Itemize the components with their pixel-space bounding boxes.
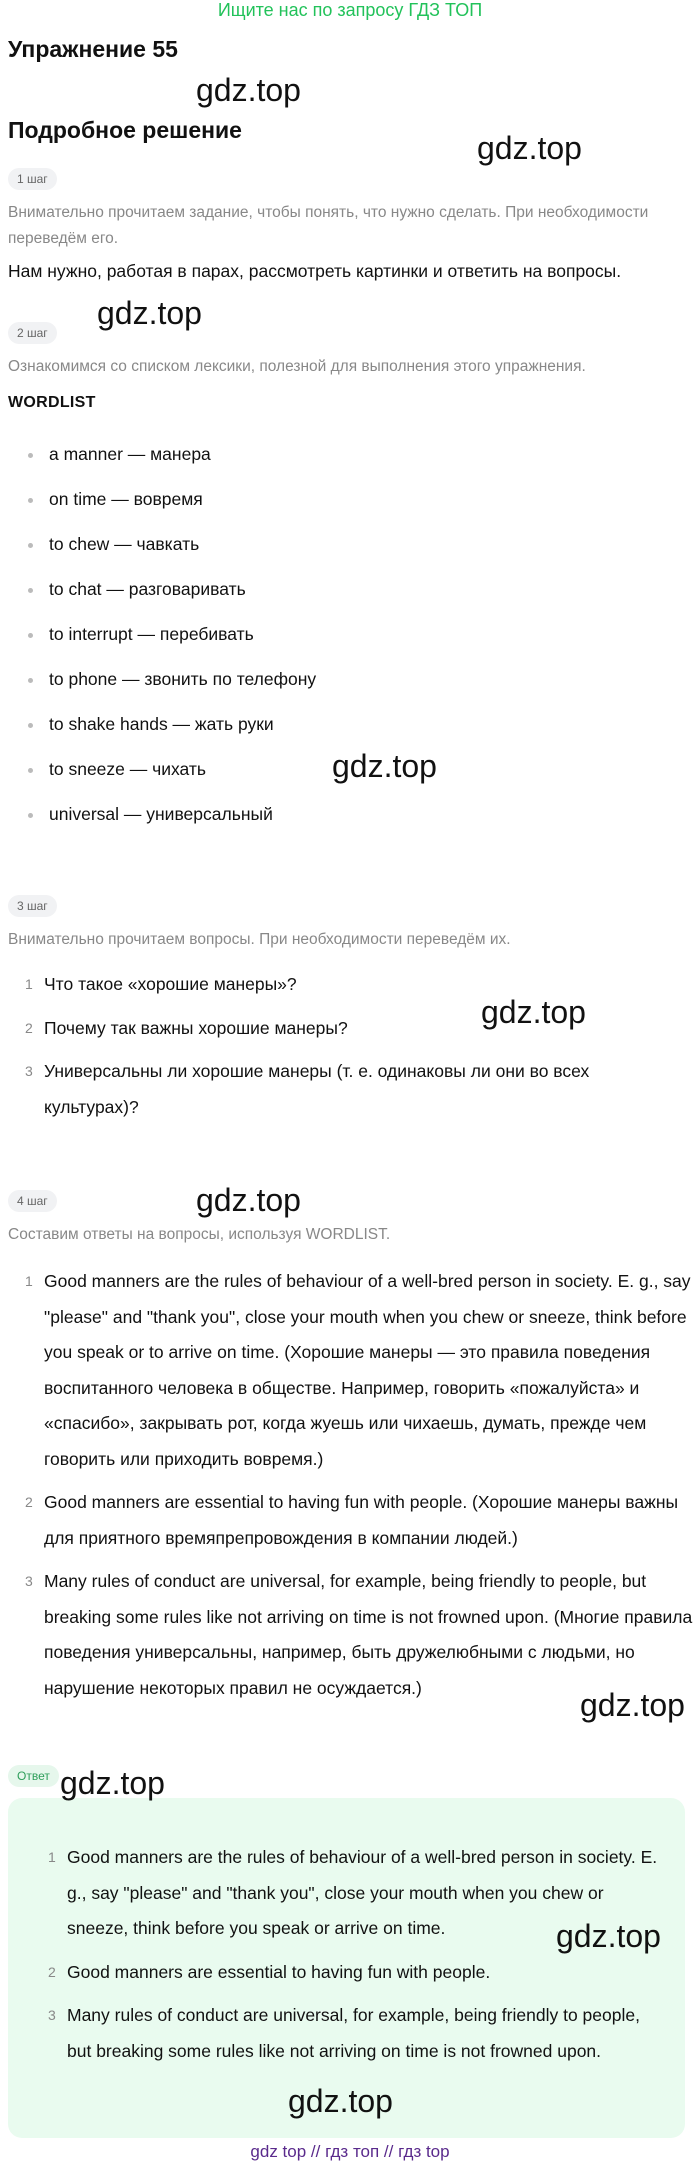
list-item: 3 Many rules of conduct are universal, for example, being friendly to people, but breaking some rules like not arriving on time is not frowned upon.	[67, 1998, 667, 2069]
watermark: gdz.top	[332, 748, 437, 784]
item-number: 2	[25, 1494, 33, 1510]
step-1-text: Нам нужно, работая в парах, рассмотреть картинки и ответить на вопросы.	[8, 261, 622, 281]
wordlist	[22, 440, 316, 845]
watermark: gdz.top	[477, 130, 582, 166]
watermark: gdz.top	[60, 1765, 165, 1801]
list-item: 1 Good manners are the rules of behaviour of a well-bred person in society. E. g., say "please" and "thank you", close your mouth when you chew or sneeze, think before you speak or arrive on time.	[67, 1840, 667, 1947]
list-item: to phone — звонить по телефону	[22, 665, 316, 710]
step-badge-1: 1 шаг	[8, 168, 57, 190]
step-badge-4: 4 шаг	[8, 1190, 57, 1212]
step-3-instruction: Внимательно прочитаем вопросы. При необходимости переведём их.	[8, 931, 511, 948]
item-number: 1	[25, 976, 33, 992]
list-item: a manner — манера	[22, 440, 316, 485]
list-item: 2 Почему так важны хорошие манеры?	[44, 1011, 664, 1047]
answer-badge: Ответ	[8, 1765, 59, 1787]
footer-links: gdz top // гдз топ // гдз top	[250, 2142, 450, 2161]
list-item: 2 Good manners are essential to having fun with people. (Хорошие манеры важны для приятного времяпрепровождения в компании людей.)	[44, 1485, 694, 1556]
list-item: 2 Good manners are essential to having fun with people.	[67, 1955, 667, 1991]
watermark: gdz.top	[481, 994, 586, 1030]
item-number: 3	[48, 2007, 56, 2023]
item-number: 1	[48, 1849, 56, 1865]
list-item: 1 Что такое «хорошие манеры»?	[44, 967, 664, 1003]
questions-list	[25, 967, 664, 1125]
step-2-instruction: Ознакомимся со списком лексики, полезной для выполнения этого упражнения.	[8, 358, 586, 375]
list-item: 1 Good manners are the rules of behaviour of a well-bred person in society. E. g., say "please" and "thank you", close your mouth when you chew or sneeze, think before you speak or to arrive on time. (Хорошие манеры — это правила поведения воспитанного человека в обществе. Например, говорить «пожалуйста» и «спасибо», закрывать рот, когда жуешь или чихаешь, думать, прежде чем говорить или приходить вовремя.)	[44, 1264, 694, 1477]
watermark: gdz.top	[556, 1918, 661, 1954]
step-badge-3: 3 шаг	[8, 895, 57, 917]
watermark: gdz.top	[196, 72, 301, 108]
search-banner: Ищите нас по запросу ГДЗ ТОП	[217, 0, 483, 20]
list-item: on time — вовремя	[22, 485, 316, 530]
list-item: to shake hands — жать руки	[22, 710, 316, 755]
step-4-instruction: Составим ответы на вопросы, используя WORDLIST.	[8, 1226, 391, 1243]
item-number: 2	[48, 1963, 56, 1980]
item-number: 3	[25, 1573, 33, 1589]
section-title: Подробное решение	[8, 117, 242, 143]
step-badge-2: 2 шаг	[8, 322, 57, 344]
list-item: 3 Many rules of conduct are universal, for example, being friendly to people, but breaking some rules like not arriving on time is not frowned upon. (Многие правила поведения универсальны, например, быть дружелюбными с людьми, но нарушение некоторых правил не осуждается.)	[44, 1564, 694, 1706]
item-number: 3	[25, 1063, 33, 1079]
list-item: to chew — чавкать	[22, 530, 316, 575]
list-item: to interrupt — перебивать	[22, 620, 316, 665]
step-1-instruction: Внимательно прочитаем задание, чтобы понять, что нужно сделать. При необходимости переведём его.	[8, 204, 649, 247]
list-item: 3 Универсальны ли хорошие манеры (т. е. одинаковы ли они во всех культурах)?	[44, 1054, 664, 1125]
item-number: 1	[25, 1273, 33, 1289]
item-number: 2	[25, 1019, 33, 1036]
watermark: gdz.top	[196, 1182, 301, 1218]
wordlist-heading: WORDLIST	[8, 394, 96, 411]
list-item: to chat — разговаривать	[22, 575, 316, 620]
page-title: Упражнение 55	[8, 36, 178, 62]
answers-list	[25, 1264, 694, 1706]
watermark: gdz.top	[97, 295, 202, 331]
list-item: universal — универсальный	[22, 800, 316, 845]
watermark: gdz.top	[288, 2083, 393, 2119]
list-item: to sneeze — чихать	[22, 755, 316, 800]
watermark: gdz.top	[580, 1687, 685, 1723]
